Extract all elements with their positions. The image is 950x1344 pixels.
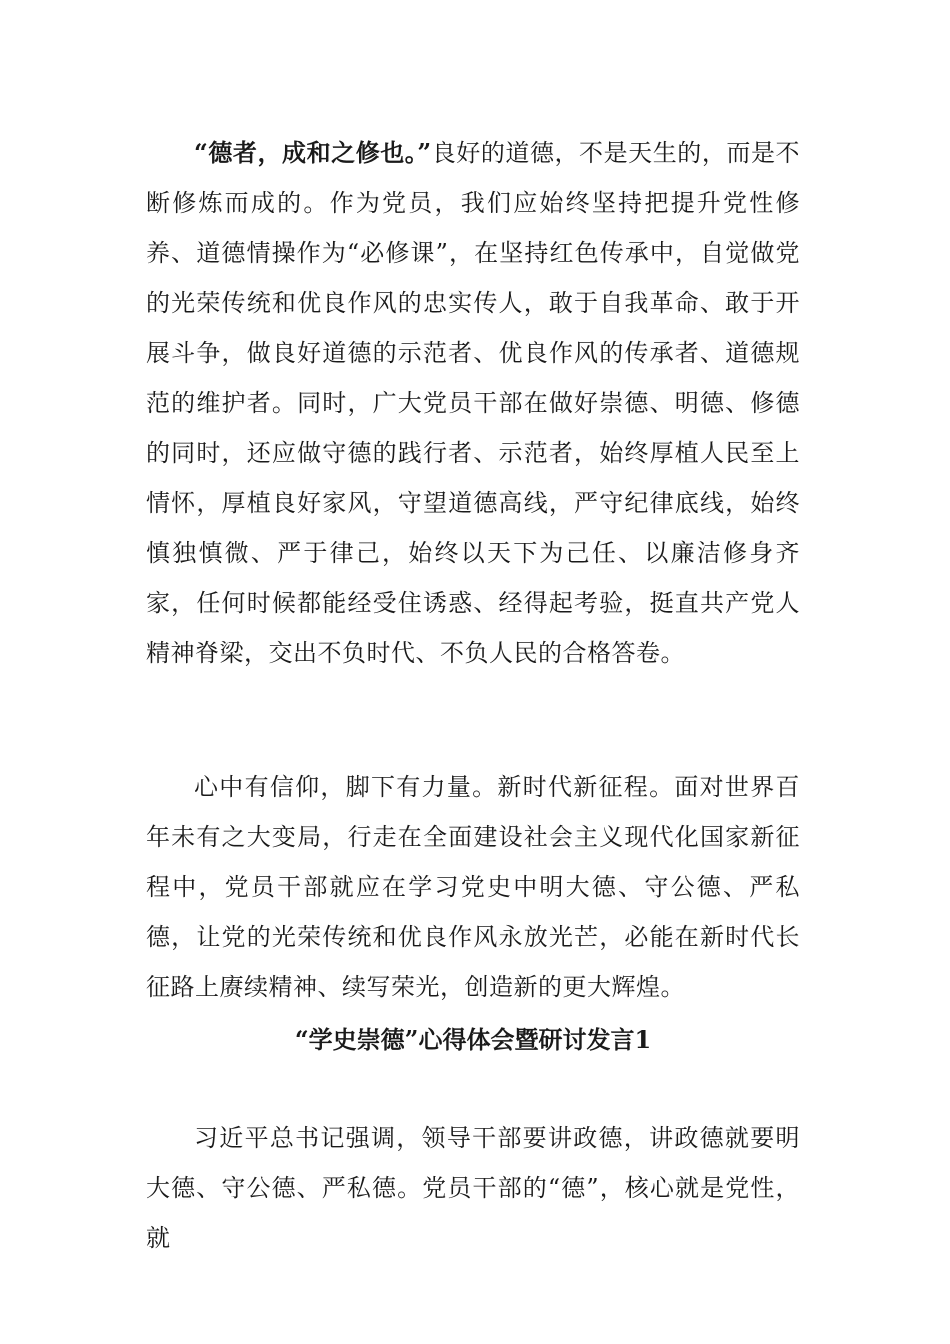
paragraph-political-virtue — [146, 1113, 800, 1263]
paragraph-body: 习近平总书记强调，领导干部要讲政德，讲政德就要明大德、守公德、严私德。党员干部的“德”，核心就是党性，就 — [146, 1124, 800, 1252]
paragraph-lead-quote: “德者，成和之修也。” — [194, 138, 432, 167]
paragraph-body: 心中有信仰，脚下有力量。新时代新征程。面对世界百年未有之大变局，行走在全面建设社会主义现代化国家新征程中，党员干部就应在学习党史中明大德、守公德、严私德，让党的光荣传统和优良作风永放光芒，必能在新时代长征路上赓续精神、续写荣光，创造新的更大辉煌。 — [146, 773, 800, 1001]
section-heading: “学史崇德”心得体会暨研讨发言1 — [294, 1025, 652, 1054]
paragraph-moral-cultivation — [146, 128, 800, 678]
paragraph-body: 良好的道德，不是天生的，而是不断修炼而成的。作为党员，我们应始终坚持把提升党性修养、道德情操作为“必修课”，在坚持红色传承中，自觉做党的光荣传统和优良作风的忠实传人，敢于自我革命、敢于开展斗争，做良好道德的示范者、优良作风的传承者、道德规范的维护者。同时，广大党员干部在做好崇德、明德、修德的同时，还应做守德的践行者、示范者，始终厚植人民至上情怀，厚植良好家风，守望道德高线，严守纪律底线，始终慎独慎微、严于律己，始终以天下为己任、以廉洁修身齐家，任何时候都能经受住诱惑、经得起考验，挺直共产党人精神脊梁，交出不负时代、不负人民的合格答卷。 — [146, 139, 801, 667]
paragraph-faith-strength — [146, 762, 800, 1012]
